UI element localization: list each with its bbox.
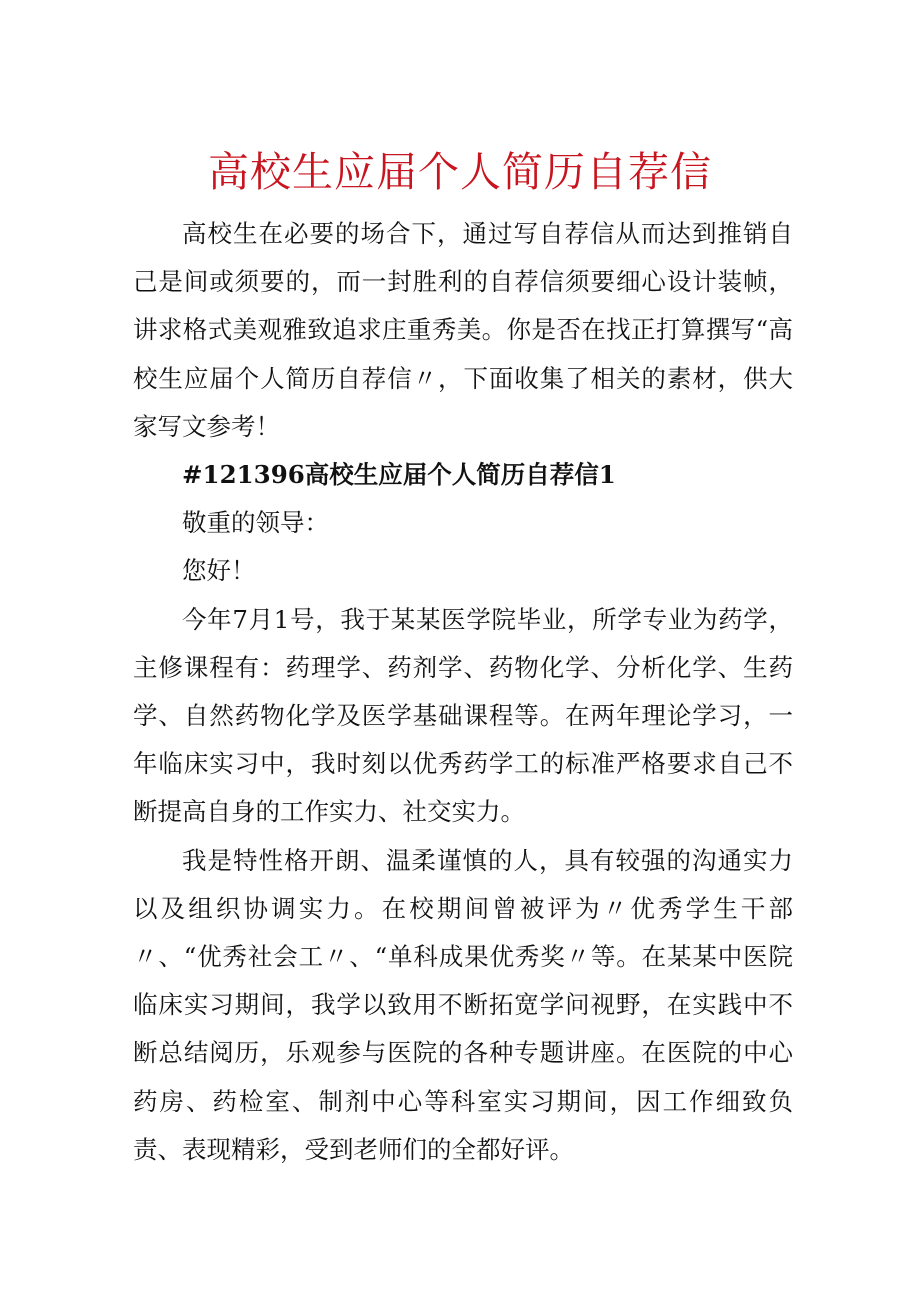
greeting: 您好！ xyxy=(182,556,256,586)
section-heading: #121396高校生应届个人简历自荐信1 xyxy=(182,460,616,490)
intro-paragraph: 高校生在必要的场合下，通过写自荐信从而达到推销自己是间或须要的，而一封胜利的自荐信须要细心设计装帧，讲求格式美观雅致追求庄重秀美。你是否在找正打算撰写“高校生应届个人简历自荐信〃，下面收集了相关的素材，供大家写文参考！ xyxy=(133,219,793,441)
salutation: 敬重的领导： xyxy=(182,508,329,538)
document-body xyxy=(133,210,793,1174)
education-paragraph: 今年7月1号，我于某某医学院毕业，所学专业为药学，主修课程有：药理学、药剂学、药物化学、分析化学、生药学、自然药物化学及医学基础课程等。在两年理论学习，一年临床实习中，我时刻以优秀药学工的标准严格要求自己不断提高自身的工作实力、社交实力。 xyxy=(133,604,793,827)
document-title: 高校生应届个人简历自荐信 xyxy=(208,148,712,196)
personality-paragraph: 我是特性格开朗、温柔谨慎的人，具有较强的沟通实力以及组织协调实力。在校期间曾被评为〃优秀学生干部〃、“优秀社会工〃、“单科成果优秀奖〃等。在某某中医院临床实习期间，我学以致用不断拓宽学问视野，在实践中不断总结阅历，乐观参与医院的各种专题讲座。在医院的中心药房、药检室、制剂中心等科室实习期间，因工作细致负责、表现精彩，受到老师们的全都好评。 xyxy=(133,845,793,1164)
